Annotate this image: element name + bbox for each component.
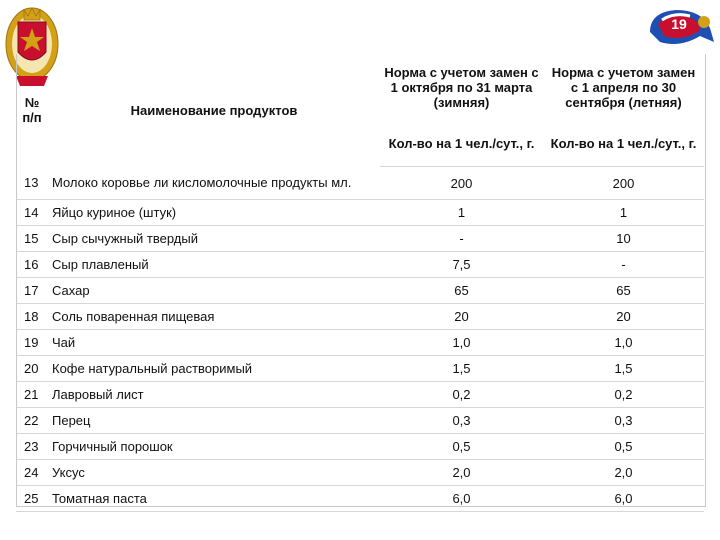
- winter-value: 200: [380, 167, 543, 200]
- table-row: [16, 226, 704, 252]
- header-row-titles: [16, 54, 704, 120]
- summer-value: 6,0: [543, 486, 704, 512]
- row-number: 16: [16, 252, 48, 278]
- row-number: 24: [16, 460, 48, 486]
- column-unit-winter: Кол-во на 1 чел./сут., г.: [380, 120, 543, 167]
- product-name: Молоко коровье ли кисломолочные продукты мл.: [48, 167, 380, 200]
- product-name: Сыр плавленый: [48, 252, 380, 278]
- column-header-winter: Норма с учетом замен с 1 октября по 31 марта (зимняя): [384, 64, 539, 110]
- summer-value: 1,5: [543, 356, 704, 382]
- winter-value: 7,5: [380, 252, 543, 278]
- row-number: 20: [16, 356, 48, 382]
- winter-value: -: [380, 226, 543, 252]
- table-row: [16, 434, 704, 460]
- product-name: Чай: [48, 330, 380, 356]
- summer-value: 200: [543, 167, 704, 200]
- table-row: [16, 252, 704, 278]
- product-name: Лавровый лист: [48, 382, 380, 408]
- table-row: [16, 382, 704, 408]
- product-name: Томатная паста: [48, 486, 380, 512]
- summer-value: 10: [543, 226, 704, 252]
- winter-value: 1: [380, 200, 543, 226]
- table-row: [16, 408, 704, 434]
- column-header-number: № п/п: [22, 95, 42, 126]
- summer-value: 65: [543, 278, 704, 304]
- row-number: 13: [16, 167, 48, 200]
- row-number: 21: [16, 382, 48, 408]
- table-row: [16, 200, 704, 226]
- column-header-summer: Норма с учетом замен с 1 апреля по 30 сентября (летняя): [551, 64, 696, 110]
- product-name: Сахар: [48, 278, 380, 304]
- product-name: Яйцо куриное (штук): [48, 200, 380, 226]
- winter-value: 0,2: [380, 382, 543, 408]
- product-name: Кофе натуральный растворимый: [48, 356, 380, 382]
- row-number: 22: [16, 408, 48, 434]
- table-row: [16, 460, 704, 486]
- product-name: Уксус: [48, 460, 380, 486]
- winter-value: 1,5: [380, 356, 543, 382]
- summer-value: 0,3: [543, 408, 704, 434]
- winter-value: 20: [380, 304, 543, 330]
- table-row: [16, 356, 704, 382]
- slide-number-badge: [640, 2, 720, 58]
- product-name: Соль поваренная пищевая: [48, 304, 380, 330]
- table-row: [16, 304, 704, 330]
- table-row: [16, 486, 704, 512]
- product-name: Сыр сычужный твердый: [48, 226, 380, 252]
- food-norms-table: [16, 54, 704, 512]
- row-number: 15: [16, 226, 48, 252]
- table-row: [16, 278, 704, 304]
- row-number: 17: [16, 278, 48, 304]
- summer-value: 2,0: [543, 460, 704, 486]
- summer-value: -: [543, 252, 704, 278]
- winter-value: 2,0: [380, 460, 543, 486]
- row-number: 14: [16, 200, 48, 226]
- summer-value: 0,5: [543, 434, 704, 460]
- winter-value: 65: [380, 278, 543, 304]
- table-row: [16, 167, 704, 200]
- row-number: 18: [16, 304, 48, 330]
- row-number: 23: [16, 434, 48, 460]
- summer-value: 20: [543, 304, 704, 330]
- winter-value: 1,0: [380, 330, 543, 356]
- product-name: Горчичный порошок: [48, 434, 380, 460]
- winter-value: 0,3: [380, 408, 543, 434]
- column-header-product: Наименование продуктов: [130, 102, 298, 118]
- column-unit-summer: Кол-во на 1 чел./сут., г.: [543, 120, 704, 167]
- summer-value: 0,2: [543, 382, 704, 408]
- summer-value: 1,0: [543, 330, 704, 356]
- winter-value: 0,5: [380, 434, 543, 460]
- summer-value: 1: [543, 200, 704, 226]
- winter-value: 6,0: [380, 486, 543, 512]
- product-name: Перец: [48, 408, 380, 434]
- row-number: 19: [16, 330, 48, 356]
- row-number: 25: [16, 486, 48, 512]
- slide-number: 19: [671, 16, 687, 32]
- table-row: [16, 330, 704, 356]
